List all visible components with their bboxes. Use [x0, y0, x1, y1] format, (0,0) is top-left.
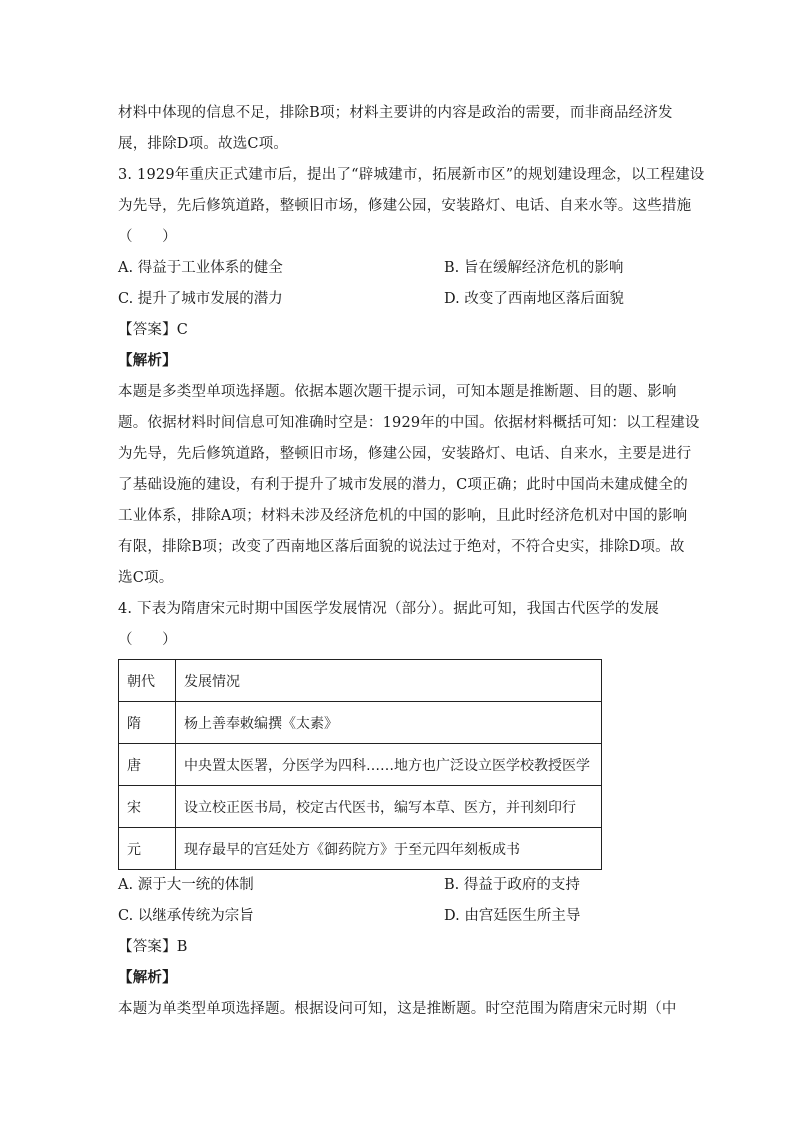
q3-answer: 【答案】C	[118, 322, 189, 338]
table-header-row	[119, 660, 602, 702]
table-cell-development: 设立校正医书局，校定古代医书，编写本草、医方，并刊刻印行	[176, 786, 602, 828]
table-row	[119, 702, 602, 744]
table-header-cell: 发展情况	[176, 660, 602, 702]
q3-analysis-line: 选C项。	[118, 570, 174, 586]
q3-option-c: C. 提升了城市发展的潜力	[118, 291, 283, 307]
q3-analysis-line: 为先导，先后修筑道路，整顿旧市场，修建公园，安装路灯、电话、自来水，主要是进行	[118, 446, 692, 462]
q3-option-d: D. 改变了西南地区落后面貌	[444, 291, 624, 307]
table-cell-dynasty: 隋	[119, 702, 176, 744]
q3-analysis-line: 题。依据材料时间信息可知准确时空是：1929年的中国。依据材料概括可知：以工程建设	[118, 415, 700, 431]
q3-option-a: A. 得益于工业体系的健全	[118, 260, 283, 276]
question-4-blank: （ ）	[118, 632, 177, 648]
paragraph-line: 材料中体现的信息不足，排除B项；材料主要讲的内容是政治的需要，而非商品经济发	[118, 105, 673, 121]
q3-analysis-line: 有限，排除B项；改变了西南地区落后面貌的说法过于绝对，不符合史实，排除D项。故	[118, 539, 685, 555]
q4-option-d: D. 由宫廷医生所主导	[444, 908, 581, 924]
table-cell-development: 杨上善奉敕编撰《太素》	[176, 702, 602, 744]
question-3-blank: （ ）	[118, 229, 177, 245]
q3-analysis-label: 【解析】	[118, 352, 177, 369]
question-3-stem: 为先导，先后修筑道路，整顿旧市场，修建公园，安装路灯、电话、自来水等。这些措施	[118, 198, 692, 214]
question-4-stem: 4. 下表为隋唐宋元时期中国医学发展情况（部分）。据此可知，我国古代医学的发展	[118, 601, 659, 617]
q3-option-b: B. 旨在缓解经济危机的影响	[444, 260, 624, 276]
table-cell-dynasty: 唐	[119, 744, 176, 786]
q4-answer: 【答案】B	[118, 939, 188, 955]
table-header-cell: 朝代	[119, 660, 176, 702]
table-row	[119, 744, 602, 786]
paragraph-line: 展，排除D项。故选C项。	[118, 136, 289, 152]
medical-development-table	[118, 659, 602, 870]
q4-option-a: A. 源于大一统的体制	[118, 877, 254, 893]
q4-analysis-line: 本题为单类型单项选择题。根据设问可知，这是推断题。时空范围为隋唐宋元时期（中	[118, 1001, 677, 1017]
question-3-stem: 3. 1929年重庆正式建市后，提出了“辟城建市，拓展新市区”的规划建设理念，以工程建设	[118, 167, 705, 183]
table-cell-development: 现存最早的宫廷处方《御药院方》于至元四年刻板成书	[176, 828, 602, 870]
q4-analysis-label: 【解析】	[118, 969, 177, 986]
q4-option-b: B. 得益于政府的支持	[444, 877, 580, 893]
table-cell-development: 中央置太医署，分医学为四科……地方也广泛设立医学校教授医学	[176, 744, 602, 786]
table-cell-dynasty: 元	[119, 828, 176, 870]
table-row	[119, 828, 602, 870]
table-cell-dynasty: 宋	[119, 786, 176, 828]
q3-analysis-line: 工业体系，排除A项；材料未涉及经济危机的中国的影响，且此时经济危机对中国的影响	[118, 508, 688, 524]
table-row	[119, 786, 602, 828]
q3-analysis-line: 了基础设施的建设，有利于提升了城市发展的潜力，C项正确；此时中国尚未建成健全的	[118, 477, 688, 493]
q4-option-c: C. 以继承传统为宗旨	[118, 908, 254, 924]
q3-analysis-line: 本题是多类型单项选择题。依据本题次题干提示词，可知本题是推断题、目的题、影响	[118, 384, 677, 400]
